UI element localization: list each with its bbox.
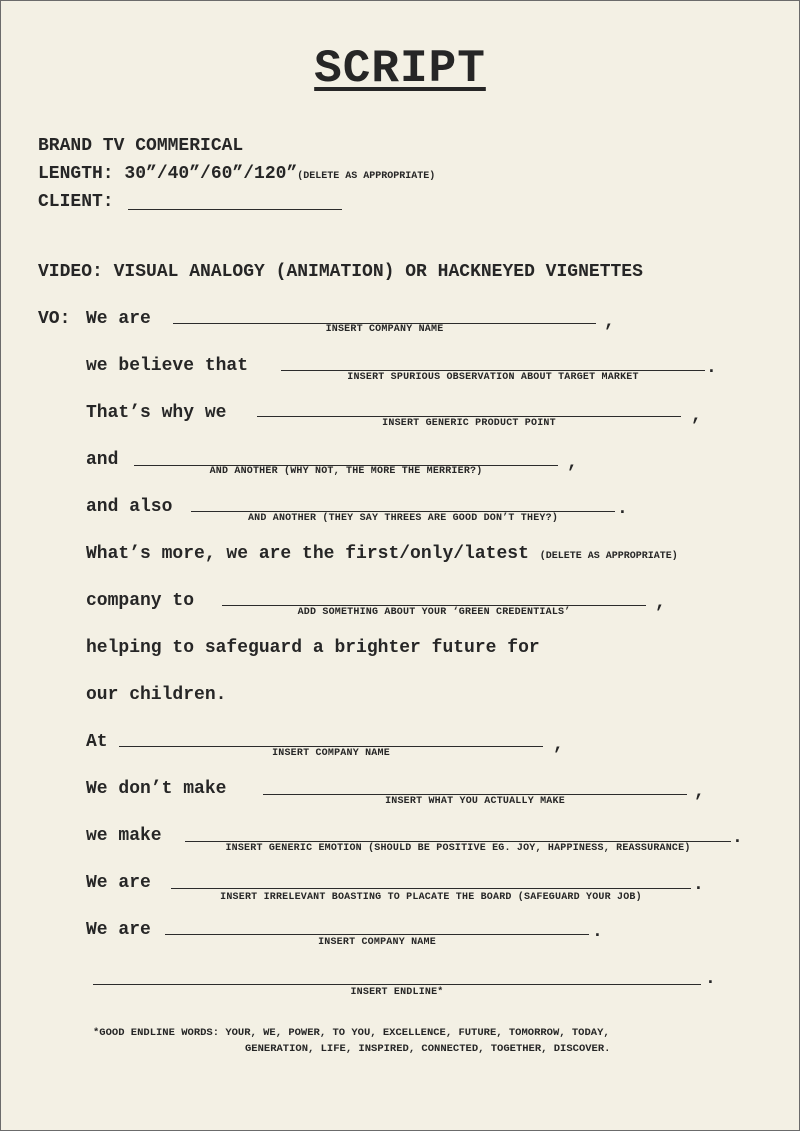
line-punctuation: , [655, 593, 666, 613]
line-punctuation: , [694, 782, 705, 802]
footnote-line-2: GENERATION, LIFE, INSPIRED, CONNECTED, TOGETHER, DISCOVER. [245, 1043, 611, 1055]
page-title: SCRIPT [314, 43, 486, 95]
blank-caption: INSERT GENERIC EMOTION (SHOULD BE POSITIVE EG. JOY, HAPPINESS, REASSURANCE) [225, 843, 691, 854]
script-line-text [86, 543, 678, 568]
length-label: LENGTH: 30”/40”/60”/120” [38, 164, 298, 184]
blank-caption: INSERT WHAT YOU ACTUALLY MAKE [385, 796, 565, 807]
blank-caption: INSERT COMPANY NAME [325, 324, 444, 335]
blank-caption: INSERT SPURIOUS OBSERVATION ABOUT TARGET MARKET [347, 372, 639, 383]
line-punctuation: , [553, 735, 564, 755]
line-punctuation: , [691, 406, 702, 426]
client-blank [128, 209, 342, 210]
line-punctuation: . [706, 358, 717, 378]
line-punctuation: . [617, 499, 628, 519]
script-line-text: That’s why we [86, 403, 227, 423]
script-line-text: We are [86, 920, 151, 940]
delete-note: (DELETE AS APPROPRIATE) [539, 551, 678, 562]
script-line-text: we make [86, 826, 162, 846]
client-label: CLIENT: [38, 192, 114, 212]
fill-blank [191, 511, 615, 512]
fill-blank [281, 370, 705, 371]
fill-blank [171, 888, 691, 889]
blank-caption: INSERT GENERIC PRODUCT POINT [382, 418, 556, 429]
script-line-text: we believe that [86, 356, 249, 376]
length-line [38, 163, 435, 188]
blank-caption: ADD SOMETHING ABOUT YOUR ‘GREEN CREDENTIALS’ [297, 607, 571, 618]
script-line-text: At [86, 732, 108, 752]
fill-blank [257, 416, 681, 417]
line-punctuation: , [604, 312, 615, 332]
video-line: VIDEO: VISUAL ANALOGY (ANIMATION) OR HACKNEYED VIGNETTES [38, 262, 643, 282]
script-line-main: What’s more, we are the first/only/latest [86, 544, 529, 564]
line-punctuation: , [567, 453, 578, 473]
script-line-text: We don’t make [86, 779, 227, 799]
commercial-type: BRAND TV COMMERICAL [38, 136, 244, 156]
script-line-text: We are [86, 873, 151, 893]
script-line-text: and [86, 450, 119, 470]
length-note: (DELETE AS APPROPRIATE) [297, 171, 436, 182]
vo-label: VO: [38, 309, 71, 329]
blank-caption: AND ANOTHER (WHY NOT, THE MORE THE MERRIER?) [209, 466, 483, 477]
script-line-text: company to [86, 591, 195, 611]
blank-caption: INSERT IRRELEVANT BOASTING TO PLACATE THE BOARD (SAFEGUARD YOUR JOB) [220, 892, 642, 903]
endline-blank [93, 984, 701, 985]
line-punctuation: . [592, 922, 603, 942]
blank-caption: INSERT COMPANY NAME [272, 748, 390, 759]
line-punctuation: . [693, 875, 704, 895]
fill-blank [185, 841, 731, 842]
blank-caption: AND ANOTHER (THEY SAY THREES ARE GOOD DON’T THEY?) [247, 513, 559, 524]
line-punctuation: . [732, 828, 743, 848]
blank-caption: INSERT COMPANY NAME [318, 937, 436, 948]
fill-blank [165, 934, 589, 935]
line-punctuation: . [705, 969, 716, 989]
fill-blank [222, 605, 646, 606]
footnote-line-1: *GOOD ENDLINE WORDS: YOUR, WE, POWER, TO YOU, EXCELLENCE, FUTURE, TOMORROW, TODAY, [93, 1027, 610, 1039]
script-line-text: and also [86, 497, 173, 517]
blank-caption: INSERT ENDLINE* [350, 987, 444, 998]
fill-blank [119, 746, 543, 747]
script-line-text: We are [86, 309, 151, 329]
script-line-text: helping to safeguard a brighter future for [86, 638, 540, 658]
fill-blank [263, 794, 687, 795]
script-line-text: our children. [86, 685, 227, 705]
